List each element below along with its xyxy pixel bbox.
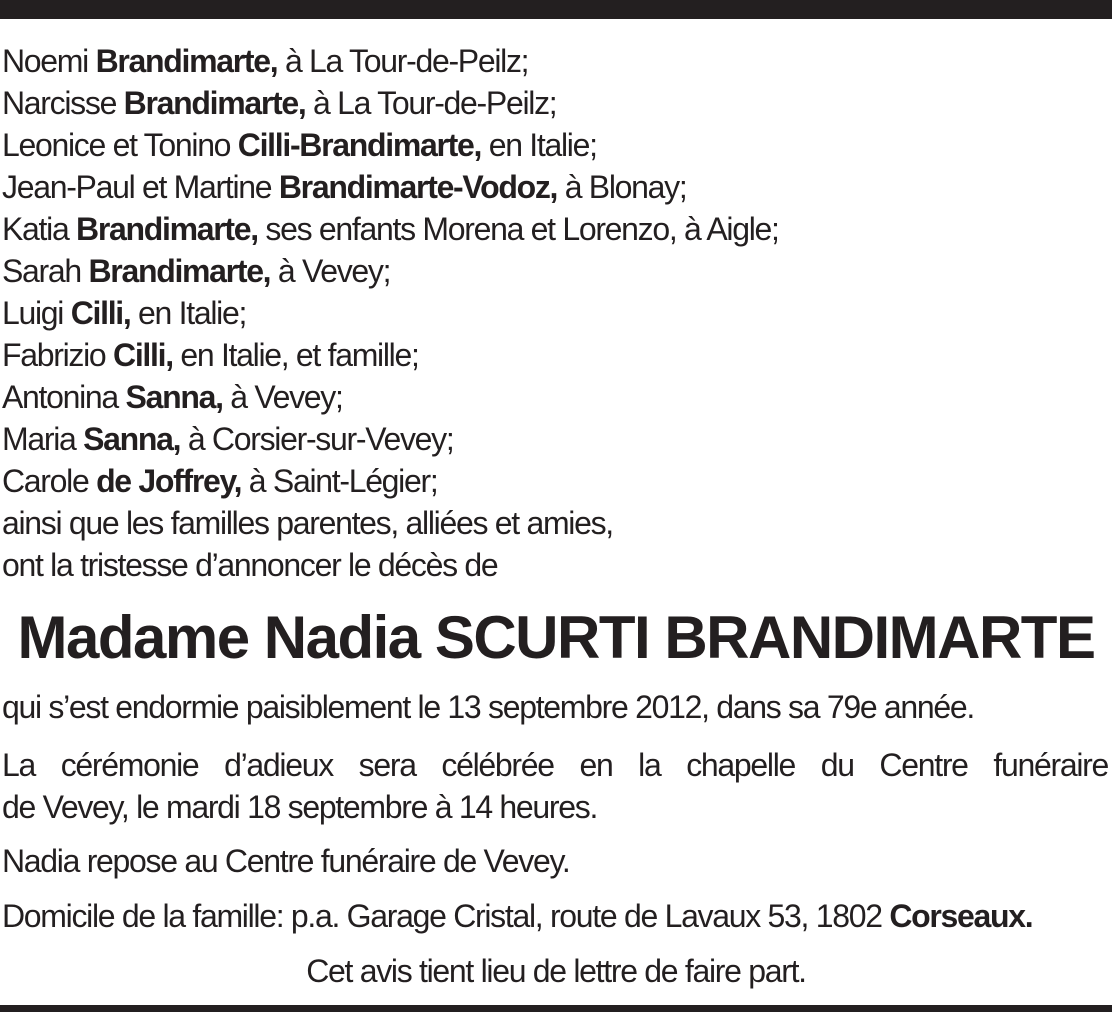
mourner-line: Antonina Sanna, à Vevey; bbox=[2, 379, 343, 415]
mourner-line: Narcisse Brandimarte, à La Tour-de-Peilz; bbox=[2, 85, 557, 121]
mourner-line: Katia Brandimarte, ses enfants Morena et Lorenzo, à Aigle; bbox=[2, 211, 779, 247]
mourner-surname: Cilli-Brandimarte, bbox=[237, 127, 482, 163]
mourners-list bbox=[2, 40, 1102, 586]
mourner-line: Luigi Cilli, en Italie; bbox=[2, 295, 247, 331]
ceremony-line-2: de Vevey, le mardi 18 septembre à 14 heures. bbox=[2, 789, 598, 825]
repose-line: Nadia repose au Centre funéraire de Vevey. bbox=[2, 843, 570, 879]
domicile-text: Domicile de la famille: p.a. Garage Cristal, route de Lavaux 53, 1802 bbox=[2, 898, 890, 934]
mourner-surname: Brandimarte, bbox=[95, 43, 278, 79]
ceremony-line-1: La cérémonie d’adieux sera célébrée en la chapelle du Centre funéraire bbox=[2, 747, 1108, 783]
mourner-surname: Brandimarte, bbox=[88, 253, 271, 289]
mourner-surname: Brandimarte, bbox=[123, 85, 306, 121]
mourner-line: Noemi Brandimarte, à La Tour-de-Peilz; bbox=[2, 43, 529, 79]
deceased-name: Madame Nadia SCURTI BRANDIMARTE bbox=[17, 604, 1095, 671]
mourner-surname: Cilli, bbox=[113, 337, 173, 373]
closing-line: Cet avis tient lieu de lettre de faire part. bbox=[306, 953, 806, 989]
top-rule bbox=[0, 0, 1112, 19]
mourner-surname: Sanna, bbox=[125, 379, 223, 415]
bottom-rule bbox=[0, 1005, 1112, 1012]
domicile-line bbox=[2, 895, 1108, 937]
mourner-line: Sarah Brandimarte, à Vevey; bbox=[2, 253, 391, 289]
mourner-line: Jean-Paul et Martine Brandimarte-Vodoz, à Blonay; bbox=[2, 169, 687, 205]
mourner-line: Leonice et Tonino Cilli-Brandimarte, en Italie; bbox=[2, 127, 597, 163]
announce-line: ont la tristesse d’annoncer le décès de bbox=[2, 547, 498, 583]
passing-line: qui s’est endormie paisiblement le 13 septembre 2012, dans sa 79e année. bbox=[2, 689, 974, 725]
mourner-surname: Brandimarte-Vodoz, bbox=[278, 169, 558, 205]
mourner-line: Fabrizio Cilli, en Italie, et famille; bbox=[2, 337, 419, 373]
domicile-town: Corseaux. bbox=[889, 898, 1033, 934]
mourner-surname: de Joffrey, bbox=[96, 463, 242, 499]
mourner-line: Carole de Joffrey, à Saint-Légier; bbox=[2, 463, 438, 499]
mourner-surname: Sanna, bbox=[83, 421, 181, 457]
mourner-surname: Cilli, bbox=[70, 295, 131, 331]
families-line: ainsi que les familles parentes, alliées et amies, bbox=[2, 505, 613, 541]
mourner-surname: Brandimarte, bbox=[76, 211, 258, 247]
mourner-line: Maria Sanna, à Corsier-sur-Vevey; bbox=[2, 421, 454, 457]
